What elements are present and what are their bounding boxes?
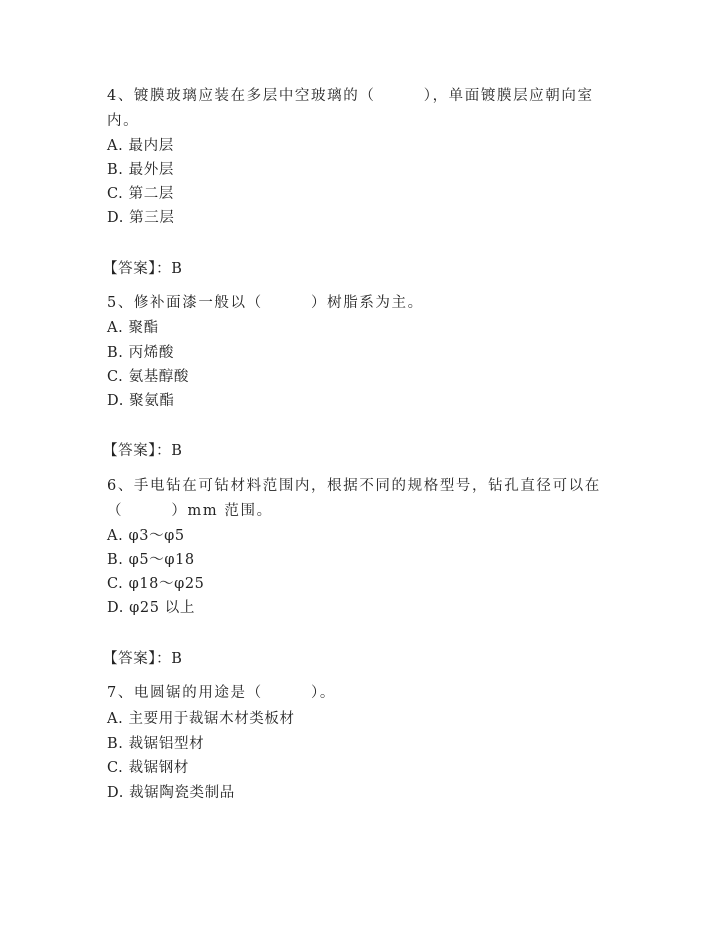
question-6-answer: 【答案】：B	[103, 651, 183, 667]
question-6-stem-line-1: 6、手电钻在可钻材料范围内，根据不同的规格型号，钻孔直径可以在	[107, 478, 601, 494]
question-4-option-d: D. 第三层	[107, 210, 175, 226]
question-7-stem-line-1: 7、电圆锯的用途是（ ）。	[107, 685, 336, 701]
question-5-option-a: A. 聚酯	[107, 320, 159, 336]
question-4-answer: 【答案】：B	[103, 261, 183, 277]
question-5-option-c: C. 氨基醇酸	[107, 369, 189, 385]
question-4-option-b: B. 最外层	[107, 162, 174, 178]
question-4-option-a: A. 最内层	[107, 138, 174, 154]
question-6-stem-line-2: （ ）mm 范围。	[107, 503, 273, 519]
question-7-option-a: A. 主要用于裁锯木材类板材	[107, 711, 295, 727]
question-4-option-c: C. 第二层	[107, 186, 174, 202]
question-4-stem-line-2: 内。	[107, 113, 140, 129]
question-6-option-a: A. φ3～φ5	[107, 528, 185, 544]
question-7-option-b: B. 裁锯铝型材	[107, 736, 205, 752]
question-5-stem-line-1: 5、修补面漆一般以（ ）树脂系为主。	[107, 295, 424, 311]
question-6-option-c: C. φ18～φ25	[107, 576, 205, 592]
question-4-stem-line-1: 4、镀膜玻璃应装在多层中空玻璃的（ ），单面镀膜层应朝向室	[107, 88, 594, 104]
question-5-option-b: B. 丙烯酸	[107, 345, 174, 361]
question-7-option-c: C. 裁锯钢材	[107, 760, 189, 776]
question-5-option-d: D. 聚氨酯	[107, 393, 175, 409]
question-7-option-d: D. 裁锯陶瓷类制品	[107, 785, 235, 801]
question-5-answer: 【答案】：B	[103, 443, 183, 459]
question-6-option-d: D. φ25 以上	[107, 600, 195, 616]
question-6-option-b: B. φ5～φ18	[107, 552, 195, 568]
